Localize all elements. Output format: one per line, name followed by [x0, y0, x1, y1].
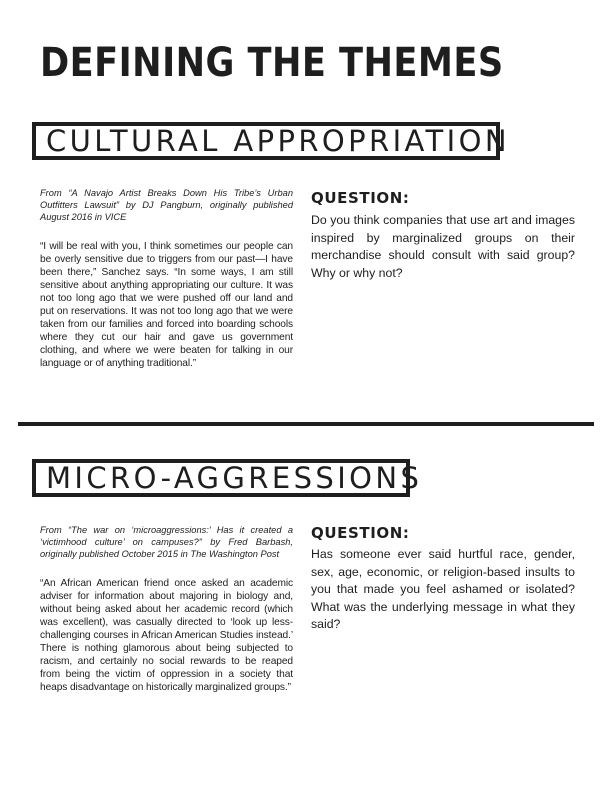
question-text: Do you think companies that use art and images inspired by marginalized groups on their merchandise should consult with said group? Why or why not?	[311, 213, 575, 280]
question-label: QUESTION:	[311, 524, 410, 542]
theme-heading-text: CULTURAL APPROPRIATION	[46, 124, 510, 158]
question-text: Has someone ever said hurtful race, gender, sex, age, economic, or religion-based insults to you that made you feel ashamed or isolated? What was the underlying message in what they said?	[311, 547, 575, 632]
source-citation: From “The war on ‘microaggressions:’ Has it created a ‘victimhood culture’ on campuses?” by Fred Barbash, originally published October 2015 in The Washington Post	[40, 525, 293, 560]
section-divider	[18, 422, 594, 426]
theme-heading-cultural-appropriation	[32, 122, 510, 160]
page-title: DEFINING THE THEMES	[40, 40, 504, 86]
quote-text: “An African American friend once asked an academic adviser for information about majoring in biology and, without being asked about her academic record (which was excellent), was casually directed to ‘look up less-challenging courses in African American Studies instead.’ There is nothing glamorous about being subjected to racism, and certainly no social rewards to be reaped from being the victim of oppression in a society that heaps disadvantage on historically marginalized groups.”	[40, 578, 293, 694]
theme-heading-text: MICRO-AGGRESSIONS	[46, 461, 423, 495]
source-citation: From “A Navajo Artist Breaks Down His Tribe’s Urban Outfitters Lawsuit” by DJ Pangburn, originally published August 2016 in VICE	[40, 188, 293, 223]
quote-text: “I will be real with you, I think sometimes our people can be overly sensitive due to triggers from our past—I have been there,” Sanchez says. “In some ways, I am still sensitive about anything appropriating our culture. It was not too long ago that we were pushed off our land and put on reservations. It was not too long ago that we were taken from our families and forced into boarding schools where they cut our hair and gave us government clothing, and where we were beaten for talking in our language or of anything traditional.”	[40, 241, 293, 370]
theme-heading-micro-aggressions	[32, 459, 423, 497]
question-label: QUESTION:	[311, 189, 410, 207]
